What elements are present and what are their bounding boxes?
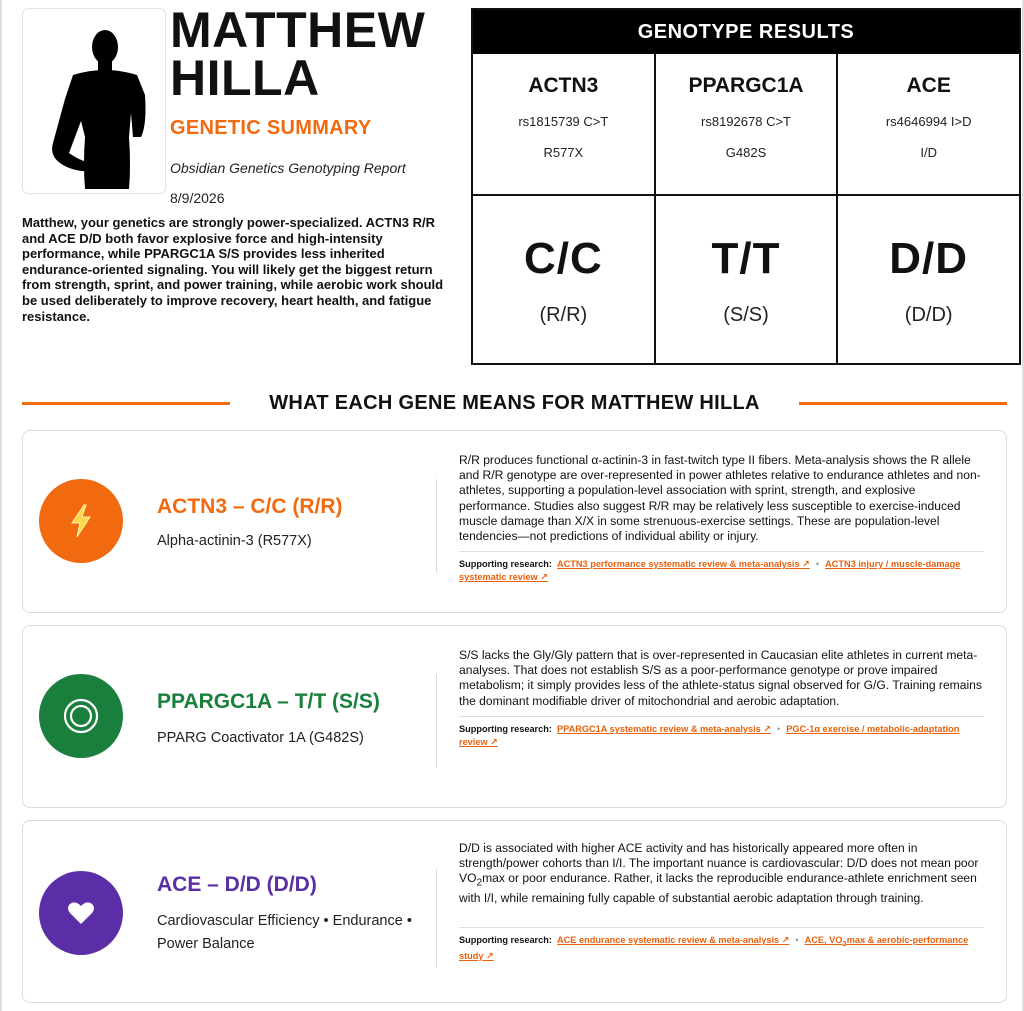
gene-name: PPARGC1A (688, 74, 804, 97)
card-divider (436, 674, 437, 768)
card-divider (436, 479, 437, 573)
genotype-cell-actn3 (473, 196, 654, 363)
genetic-summary-text: Matthew, your genetics are strongly power-specialized. ACTN3 R/R and ACE D/D both favor explosive force and high-intensity performance, while PPARGC1A S/S provides less inherited endurance-oriented signaling. You will likely get the biggest return from strength, sprint, and power training, while aerobic work should be used deliberately to improve recovery, heart health, and fatigue resistance. (22, 215, 444, 324)
gene-card-subtitle: Alpha-actinin-3 (R577X) (157, 533, 312, 549)
research-link[interactable]: PGC-1α exercise / metabolic-adaptation review ↗ (459, 724, 960, 747)
heart-icon (67, 900, 95, 926)
gene-badge (39, 871, 123, 955)
card-divider (436, 869, 437, 967)
genotype-cell-ppargc1a (654, 196, 837, 363)
supporting-research (459, 716, 984, 749)
gene-rsid: rs4646994 I>D (885, 114, 972, 129)
name-first: MATTHEW (170, 2, 426, 58)
research-link[interactable]: ACTN3 injury / muscle-damage systematic review ↗ (459, 559, 961, 582)
avatar (22, 8, 166, 194)
gene-info-row (473, 54, 1019, 194)
research-label: Supporting research: (459, 935, 552, 945)
research-link[interactable]: ACE endurance systematic review & meta-analysis ↗ (557, 935, 790, 945)
gene-variant: I/D (920, 145, 937, 160)
gene-rsid: rs8192678 C>T (701, 114, 791, 129)
allele-value: (S/S) (723, 304, 769, 326)
athlete-silhouette-icon (33, 25, 157, 189)
research-link[interactable]: ACTN3 performance systematic review & meta-analysis ↗ (557, 559, 810, 569)
separator-dot: • (795, 935, 799, 945)
section-heading (22, 390, 1007, 420)
report-subtitle: GENETIC SUMMARY (170, 117, 372, 139)
gene-badge (39, 479, 123, 563)
gene-cell-ppargc1a (654, 54, 837, 194)
genotype-cell-ace (836, 196, 1019, 363)
gene-card-actn3 (22, 430, 1007, 613)
link-subscript: 2 (842, 938, 847, 948)
patient-name (170, 2, 426, 106)
supporting-research (459, 551, 984, 584)
section-heading-text: WHAT EACH GENE MEANS FOR MATTHEW HILLA (269, 392, 760, 414)
research-label: Supporting research: (459, 559, 552, 569)
genotype-value: D/D (889, 234, 969, 283)
gene-cell-actn3 (473, 54, 654, 194)
lightning-icon (66, 503, 96, 539)
section-rule-right (799, 402, 1007, 405)
target-rings-icon (61, 696, 101, 736)
link-part: max & aerobic-performance study ↗ (459, 935, 969, 961)
separator-dot: • (777, 724, 781, 734)
supporting-research (459, 927, 984, 963)
genotype-results-table (471, 8, 1021, 365)
separator-dot: • (815, 559, 820, 569)
report-date: 8/9/2026 (170, 190, 225, 206)
gene-name: ACE (906, 74, 951, 97)
genotype-value: C/C (523, 234, 603, 283)
gene-card-title: ACTN3 – C/C (R/R) (157, 495, 343, 518)
research-link[interactable]: PPARGC1A systematic review & meta-analysis ↗ (557, 724, 772, 734)
gene-rsid: rs1815739 C>T (518, 114, 609, 129)
description-part: D/D is associated with higher ACE activity and has historically appeared more often in strength/power cohorts than I/I. The important nuance is cardiovascular: D/D does not mean poor VO (459, 841, 979, 886)
allele-value: (R/R) (539, 304, 588, 326)
gene-card-description: S/S lacks the Gly/Gly pattern that is over-represented in Caucasian elite athletes in current meta-analyses. That does not establish S/S as a poor-performance genotype or prove impaired metabolism; it simply provides less of the athlete-status signal observed for G/G. Training remains the dominant modifiable driver of mitochondrial and aerobic adaptation. (459, 648, 982, 708)
gene-card-description: R/R produces functional α-actinin-3 in fast-twitch type II fibers. Meta-analysis shows the R allele and R/R genotype are over-represented in power athletes relative to endurance athletes and non-athletes, supporting a population-level association with sprint, strength, and explosive performance. Studies also suggest R/R may be relatively less susceptible to exercise-induced muscle damage than X/X in some strenuous-exercise settings. These are population-level tendencies—not predictions of individual ability or injury. (459, 453, 981, 544)
gene-variant: R577X (543, 145, 584, 160)
report-title: Obsidian Genetics Genotyping Report (170, 160, 406, 176)
gene-card-subtitle: PPARG Coactivator 1A (G482S) (157, 730, 364, 746)
link-part: ACE, VO (804, 935, 843, 945)
genotype-value: T/T (711, 234, 781, 283)
gene-name: ACTN3 (528, 74, 599, 97)
gene-variant: G482S (725, 145, 767, 160)
gene-card-description (459, 841, 984, 906)
name-last: HILLA (170, 50, 320, 106)
gene-badge (39, 674, 123, 758)
gene-card-title: ACE – D/D (D/D) (157, 873, 317, 896)
research-label: Supporting research: (459, 724, 552, 734)
gene-card-ppargc1a (22, 625, 1007, 808)
gene-cell-ace (836, 54, 1019, 194)
description-subscript: 2 (476, 877, 483, 889)
genotype-value-row (473, 194, 1019, 363)
gene-card-title: PPARGC1A – T/T (S/S) (157, 690, 380, 713)
genotype-results-title: GENOTYPE RESULTS (473, 10, 1019, 54)
description-part: max or poor endurance. Rather, it lacks the reproducible endurance-athlete enrichment seen with I/I, while remaining fully capable of substantial aerobic adaptation through training. (459, 871, 977, 906)
gene-card-subtitle: Cardiovascular Efficiency • Endurance • Power Balance (157, 913, 412, 952)
allele-value: (D/D) (904, 304, 953, 326)
gene-card-ace (22, 820, 1007, 1003)
